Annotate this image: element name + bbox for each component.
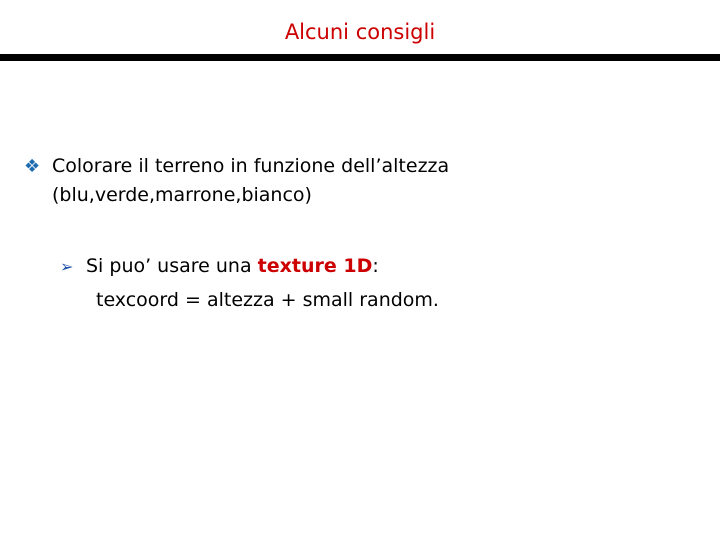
arrow-bullet-icon: ➢ xyxy=(60,257,74,276)
diamond-bullet-icon: ❖ xyxy=(24,156,41,177)
sub-bullet-suffix: : xyxy=(372,255,379,277)
title-divider xyxy=(0,54,720,61)
bullet-line-1: Colorare il terreno in funzione dell’altezza xyxy=(52,155,450,177)
slide-title: Alcuni consigli xyxy=(284,20,436,44)
sub-bullet-prefix: Si puo’ usare una xyxy=(86,255,258,277)
texcoord-formula: texcoord = altezza + small random. xyxy=(96,289,439,311)
texture-1d-highlight: texture 1D xyxy=(257,255,373,277)
bullet-text xyxy=(52,152,652,210)
sub-bullet-text xyxy=(86,252,656,281)
bullet-line-2: (blu,verde,marrone,bianco) xyxy=(52,184,312,206)
